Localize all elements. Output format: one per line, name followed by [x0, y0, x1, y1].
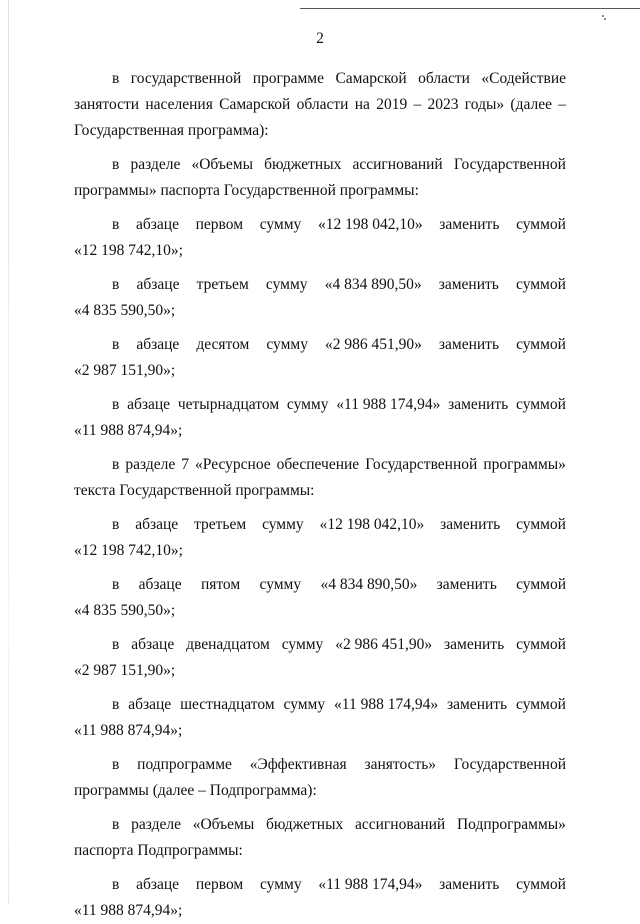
text-segment: «Объемы: [192, 816, 255, 833]
text-segment: суммой: [516, 516, 566, 533]
text-segment: в: [112, 70, 120, 87]
text-line: [74, 418, 566, 444]
text-segment: абзаце: [136, 216, 179, 233]
paragraph: [74, 692, 566, 744]
text-segment: Государственной: [453, 156, 566, 173]
text-segment: «12 198 042,10»: [319, 516, 425, 533]
text-segment: разделе: [131, 816, 181, 833]
text-segment: ассигнований: [355, 816, 446, 833]
text-segment: суммой: [516, 576, 566, 593]
text-segment: разделе: [130, 156, 181, 173]
text-segment: занятости: [74, 96, 140, 113]
text-segment: суммой: [516, 696, 566, 713]
text-segment: абзаце: [136, 276, 180, 293]
text-segment: сумму: [265, 276, 308, 293]
text-segment: программы»: [483, 456, 566, 473]
scan-artifact-dot: [602, 15, 604, 17]
text-segment: –: [558, 96, 566, 113]
text-segment: Государственная программа):: [74, 122, 269, 139]
text-segment: (далее: [510, 96, 552, 113]
text-segment: десятом: [196, 336, 250, 353]
text-segment: «2 987 151,90»;: [74, 662, 176, 679]
text-segment: Государственной: [365, 456, 478, 473]
text-segment: «11 988 874,94»;: [74, 722, 183, 739]
text-line: [74, 92, 566, 118]
text-segment: заменить: [440, 516, 501, 533]
scan-artifact-left-edge: [8, 0, 9, 905]
text-segment: 7: [181, 456, 189, 473]
text-segment: области: [418, 70, 470, 87]
text-segment: третьем: [194, 516, 247, 533]
text-segment: занятость»: [364, 756, 437, 773]
paragraph: [74, 66, 566, 144]
text-segment: «2 987 151,90»;: [74, 362, 176, 379]
text-line: [74, 452, 566, 478]
text-segment: 2019: [376, 96, 408, 113]
text-segment: «11 988 174,94»: [334, 696, 439, 713]
text-segment: в: [112, 816, 120, 833]
text-segment: абзаце: [131, 636, 175, 653]
text-segment: Подпрограммы»: [456, 816, 566, 833]
paragraph: [74, 812, 566, 864]
text-segment: «4 834 890,50»: [320, 576, 418, 593]
text-segment: заменить: [439, 216, 500, 233]
text-segment: суммой: [516, 336, 566, 353]
text-segment: сумму: [266, 336, 308, 353]
text-segment: заменить: [447, 696, 508, 713]
text-segment: ассигнований: [352, 156, 443, 173]
text-segment: заменить: [448, 396, 509, 413]
text-segment: в: [112, 456, 120, 473]
text-segment: программы» паспорта Государственной программы:: [74, 182, 419, 199]
text-line: [74, 598, 566, 624]
text-segment: суммой: [516, 276, 566, 293]
text-line: [74, 238, 566, 264]
text-segment: суммой: [516, 396, 566, 413]
text-segment: «4 834 890,50»: [324, 276, 422, 293]
text-line: [74, 752, 566, 778]
text-segment: абзаце: [127, 396, 171, 413]
text-segment: в: [112, 576, 120, 593]
text-segment: третьем: [196, 276, 249, 293]
text-segment: сумму: [259, 216, 302, 233]
text-segment: в: [112, 156, 120, 173]
text-segment: бюджетных: [266, 816, 344, 833]
text-segment: разделе: [125, 456, 176, 473]
text-segment: суммой: [516, 876, 566, 893]
text-segment: «11 988 174,94»: [318, 876, 423, 893]
scan-artifact-dot: [604, 18, 606, 20]
text-segment: четырнадцатом: [177, 396, 280, 413]
text-line: [74, 392, 566, 418]
paragraph: [74, 752, 566, 804]
text-segment: в: [112, 516, 120, 533]
text-line: [74, 178, 566, 204]
text-segment: государственной: [130, 70, 242, 87]
text-line: [74, 272, 566, 298]
paragraph: [74, 392, 566, 444]
text-segment: в: [112, 696, 120, 713]
text-segment: абзаце: [136, 876, 180, 893]
paragraph: [74, 572, 566, 624]
text-segment: «11 988 874,94»;: [74, 422, 183, 439]
text-line: [74, 812, 566, 838]
paragraph: [74, 872, 566, 924]
text-segment: Самарской: [335, 70, 407, 87]
paragraph: [74, 332, 566, 384]
text-segment: «4 835 590,50»;: [74, 602, 176, 619]
text-segment: пятом: [200, 576, 241, 593]
text-segment: заменить: [436, 576, 497, 593]
text-segment: обеспечение: [276, 456, 360, 473]
text-segment: «12 198 042,10»: [317, 216, 423, 233]
text-line: [74, 118, 566, 144]
text-segment: «2 986 451,90»: [325, 336, 422, 353]
text-segment: «2 986 451,90»: [335, 636, 433, 653]
text-line: [74, 358, 566, 384]
text-line: [74, 898, 566, 924]
text-segment: сумму: [262, 516, 304, 533]
text-segment: «4 835 590,50»;: [74, 302, 176, 319]
text-segment: «Объемы: [191, 156, 254, 173]
text-segment: сумму: [281, 636, 324, 653]
text-segment: в: [112, 636, 120, 653]
text-line: [74, 478, 566, 504]
text-line: [74, 632, 566, 658]
text-segment: заменить: [438, 276, 499, 293]
text-segment: в: [112, 756, 120, 773]
text-segment: в: [112, 876, 120, 893]
text-segment: Государственной: [453, 756, 566, 773]
text-segment: абзаце: [136, 336, 180, 353]
text-segment: бюджетных: [264, 156, 342, 173]
text-segment: области: [296, 96, 349, 113]
text-segment: «Ресурсное: [195, 456, 271, 473]
text-segment: двенадцатом: [186, 636, 270, 653]
text-segment: «11 988 874,94»;: [74, 902, 183, 919]
text-segment: абзаце: [135, 516, 179, 533]
text-segment: первом: [195, 216, 244, 233]
text-segment: в: [112, 276, 120, 293]
text-segment: текста Государственной программы:: [74, 482, 315, 499]
paragraph: [74, 152, 566, 204]
text-segment: заменить: [438, 336, 500, 353]
text-segment: в: [112, 336, 120, 353]
text-segment: на: [354, 96, 370, 113]
text-segment: населения: [145, 96, 213, 113]
text-line: [74, 658, 566, 684]
text-line: [74, 512, 566, 538]
paragraph: [74, 452, 566, 504]
paragraph: [74, 512, 566, 564]
text-line: [74, 66, 566, 92]
text-line: [74, 718, 566, 744]
text-line: [74, 778, 566, 804]
text-segment: в: [112, 396, 120, 413]
text-segment: –: [413, 96, 422, 113]
text-line: [74, 298, 566, 324]
text-segment: сумму: [259, 576, 302, 593]
text-segment: шестнадцатом: [180, 696, 275, 713]
text-segment: заменить: [444, 636, 505, 653]
text-segment: программы (далее – Подпрограмма):: [74, 782, 317, 799]
text-segment: сумму: [286, 396, 329, 413]
text-segment: первом: [195, 876, 244, 893]
text-line: [74, 152, 566, 178]
text-segment: «Эффективная: [249, 756, 347, 773]
text-line: [74, 872, 566, 898]
text-segment: «12 198 742,10»;: [74, 542, 183, 559]
text-segment: паспорта Подпрограммы:: [74, 842, 243, 859]
text-segment: годы»: [464, 96, 505, 113]
text-segment: суммой: [516, 636, 566, 653]
text-segment: «11 988 174,94»: [336, 396, 441, 413]
text-segment: абзаце: [138, 576, 182, 593]
text-segment: «Содействие: [481, 70, 566, 87]
text-segment: программе: [252, 70, 324, 87]
text-segment: абзаце: [128, 696, 172, 713]
text-line: [74, 538, 566, 564]
text-line: [74, 572, 566, 598]
text-line: [74, 692, 566, 718]
paragraph: [74, 212, 566, 264]
text-segment: 2023: [427, 96, 459, 113]
text-segment: в: [112, 216, 120, 233]
text-line: [74, 332, 566, 358]
document-body: [74, 66, 566, 924]
text-segment: суммой: [516, 216, 566, 233]
text-segment: сумму: [259, 876, 302, 893]
paragraph: [74, 632, 566, 684]
paragraph: [74, 272, 566, 324]
text-line: [74, 212, 566, 238]
text-segment: подпрограмме: [137, 756, 232, 773]
text-line: [74, 838, 566, 864]
text-segment: сумму: [283, 696, 326, 713]
text-segment: «12 198 742,10»;: [74, 242, 183, 259]
text-segment: заменить: [439, 876, 500, 893]
scan-artifact-top-line: [300, 8, 640, 9]
text-segment: Самарской: [219, 96, 291, 113]
page-number: 2: [316, 30, 324, 47]
